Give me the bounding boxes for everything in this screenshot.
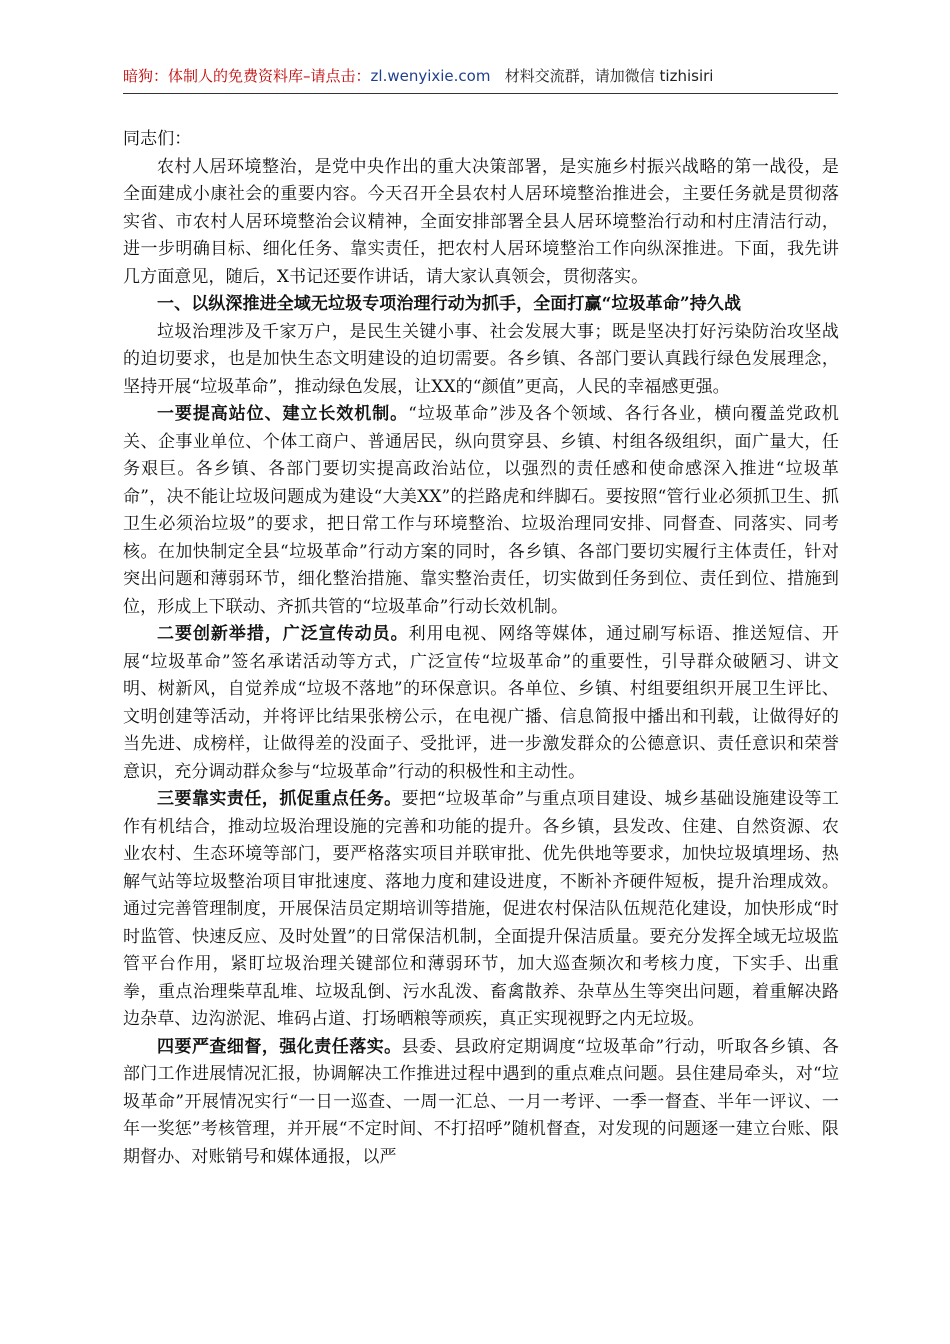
point-paragraph: [123, 786, 839, 1034]
header-click-prompt: –请点击：: [303, 67, 371, 85]
header-divider: [123, 93, 838, 94]
header-url-link[interactable]: zl.wenyixie.com: [370, 67, 491, 85]
point-lead: 三要靠实责任，抓促重点任务。: [157, 789, 402, 809]
header-brand: 暗狗：体制人的免费资料库: [123, 67, 304, 85]
point-body: 县委、县政府定期调度“垃圾革命”行动，听取各乡镇、各部门工作进展情况汇报，协调解决工作推进过程中遇到的重点难点问题。县住建局牵头，对“垃圾革命”开展情况实行“一日一巡查、一周一汇总、一月一考评、一季一督查、半年一评议、一年一奖惩”考核管理，并开展“不定时间、不打招呼”随机督查，对发现的问题逐一建立台账、限期督办、对账销号和媒体通报，以严: [123, 1036, 840, 1167]
salutation: 同志们：: [123, 129, 192, 149]
point-paragraph: [123, 1034, 839, 1172]
point-paragraph: [123, 401, 839, 621]
intro-paragraph: 农村人居环境整治，是党中央作出的重大决策部署，是实施乡村振兴战略的第一战役，是全面建成小康社会的重要内容。今天召开全县农村人居环境整治推进会，主要任务就是贯彻落实省、市农村人居环境整治会议精神，全面安排部署全县人居环境整治行动和村庄清洁行动，进一步明确目标、细化任务、靠实责任，把农村人居环境整治工作向纵深推进。下面，我先讲几方面意见，随后，X书记还要作讲话，请大家认真领会，贯彻落实。: [123, 156, 839, 287]
header-contact: 材料交流群，请加微信 tizhisiri: [504, 67, 714, 85]
document-body: [123, 126, 839, 1171]
point-body: 要把“垃圾革命”与重点项目建设、城乡基础设施建设等工作有机结合，推动垃圾治理设施的完善和功能的提升。各乡镇，县发改、住建、自然资源、农业农村、生态环境等部门，要严格落实项目并联审批、优先供地等要求，加快垃圾填埋场、热解气站等垃圾整治项目审批速度、落地力度和建设进度，不断补齐硬件短板，提升治理成效。通过完善管理制度，开展保洁员定期培训等措施，促进农村保洁队伍规范化建设，加快形成“时时监管、快速反应、及时处置”的日常保洁机制，全面提升保洁质量。要充分发挥全域无垃圾监管平台作用，紧盯垃圾治理关键部位和薄弱环节，加大巡查频次和考核力度，下实手、出重拳，重点治理柴草乱堆、垃圾乱倒、污水乱泼、畜禽散养、杂草丛生等突出问题，着重解决路边杂草、边沟淤泥、堆码占道、打场晒粮等顽疾，真正实现视野之内无垃圾。: [123, 789, 840, 1029]
point-lead: 四要严查细督，强化责任落实。: [157, 1036, 402, 1057]
section-heading: 一、以纵深推进全域无垃圾专项治理行动为抓手，全面打赢“垃圾革命”持久战: [157, 294, 742, 314]
point-paragraph: [123, 621, 839, 786]
point-body: “垃圾革命”涉及各个领域、各行各业，横向覆盖党政机关、企事业单位、个体工商户、普通居民，纵向贯穿县、乡镇、村组各级组织，面广量大，任务艰巨。各乡镇、各部门要切实提高政治站位，以强烈的责任感和使命感深入推进“垃圾革命”，决不能让垃圾问题成为建设“大美XX”的拦路虎和绊脚石。要按照“管行业必须抓卫生、抓卫生必须治垃圾”的要求，把日常工作与环境整治、垃圾治理同安排、同督查、同落实、同考核。在加快制定全县“垃圾革命”行动方案的同时，各乡镇、各部门要切实履行主体责任，针对突出问题和薄弱环节，细化整治措施、靠实整治责任，切实做到任务到位、责任到位、措施到位，形成上下联动、齐抓共管的“垃圾革命”行动长效机制。: [123, 404, 839, 617]
point-lead: 二要创新举措，广泛宣传动员。: [157, 624, 409, 644]
point-body: 利用电视、网络等媒体，通过刷写标语、推送短信、开展“垃圾革命”签名承诺活动等方式，广泛宣传“垃圾革命”的重要性，引导群众破陋习、讲文明、树新风，自觉养成“垃圾不落地”的环保意识。各单位、乡镇、村组要组织开展卫生评比、文明创建等活动，并将评比结果张榜公示，在电视广播、信息简报中播出和刊载，让做得好的当先进、成榜样，让做得差的没面子、受批评，进一步激发群众的公德意识、责任意识和荣誉意识，充分调动群众参与“垃圾革命”行动的积极性和主动性。: [123, 624, 839, 782]
section-intro-paragraph: 垃圾治理涉及千家万户，是民生关键小事、社会发展大事；既是坚决打好污染防治攻坚战的迫切要求，也是加快生态文明建设的迫切需要。各乡镇、各部门要认真践行绿色发展理念，坚持开展“垃圾革命”，推动绿色发展，让XX的“颜值”更高，人民的幸福感更强。: [123, 321, 839, 397]
page-header: [123, 64, 838, 88]
point-lead: 一要提高站位、建立长效机制。: [157, 404, 409, 424]
